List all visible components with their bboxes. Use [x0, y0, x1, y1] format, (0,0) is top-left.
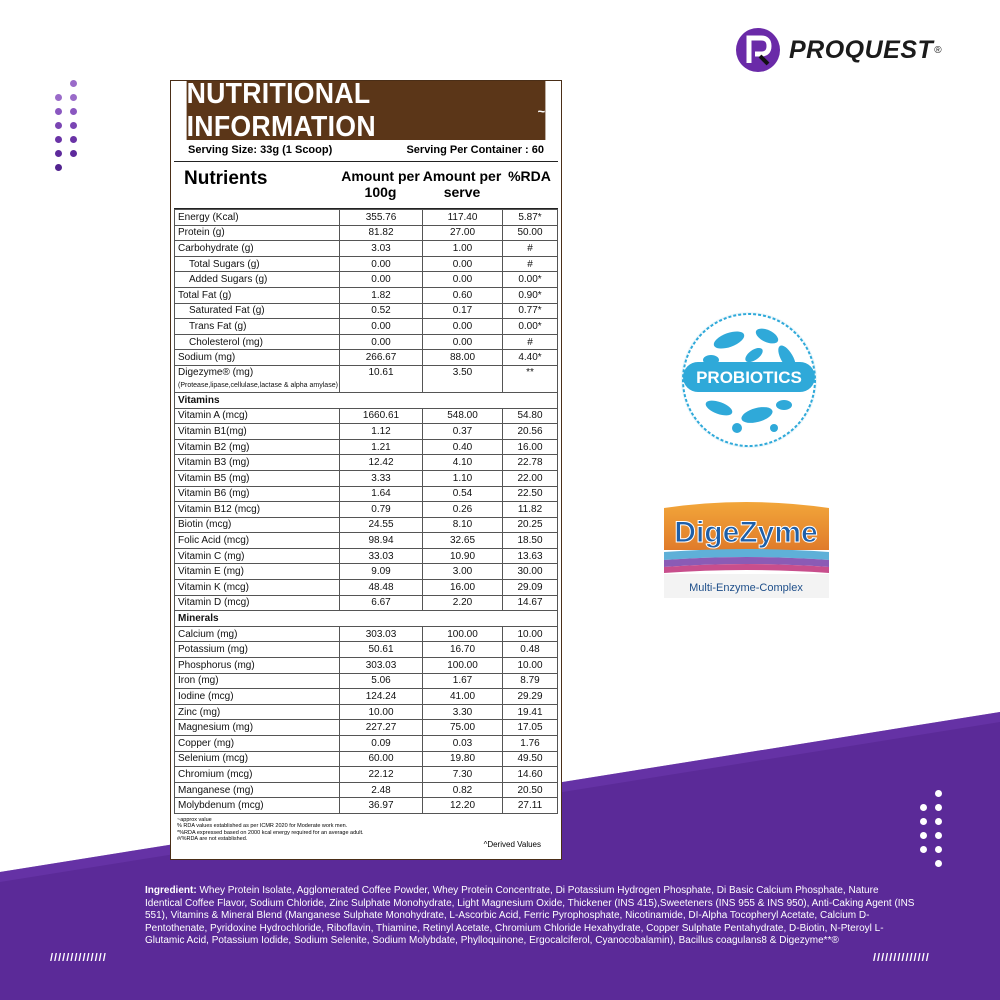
- value-per-serve: 75.00: [423, 720, 503, 736]
- value-per-100g: 10.00: [340, 704, 423, 720]
- table-row: [175, 595, 558, 611]
- nutrient-name: Phosphorus (mg): [175, 658, 340, 674]
- nutrient-name: Vitamin B5 (mg): [175, 470, 340, 486]
- value-per-serve: 8.10: [423, 517, 503, 533]
- value-rda: 49.50: [503, 751, 558, 767]
- value-rda: 29.29: [503, 689, 558, 705]
- table-row: [175, 365, 558, 392]
- registered-mark: ®: [934, 44, 942, 56]
- slash-decoration-left: //////////////: [50, 952, 107, 964]
- col-per100: Amount per 100g: [341, 168, 420, 200]
- value-per-serve: 0.26: [423, 502, 503, 518]
- value-per-serve: 1.00: [423, 241, 503, 257]
- nutrient-name: Vitamin B12 (mcg): [175, 502, 340, 518]
- nutrient-name: Copper (mg): [175, 736, 340, 752]
- value-rda: 0.48: [503, 642, 558, 658]
- value-per-100g: 1.64: [340, 486, 423, 502]
- table-row: [175, 626, 558, 642]
- value-per-serve: 2.20: [423, 595, 503, 611]
- serving-size: Serving Size: 33g (1 Scoop): [188, 144, 333, 156]
- table-row: [175, 736, 558, 752]
- dot-pattern-left: [55, 80, 85, 175]
- brand-logo-icon: [735, 27, 781, 73]
- value-rda: 17.05: [503, 720, 558, 736]
- value-rda: 0.00*: [503, 319, 558, 335]
- value-per-serve: 0.37: [423, 424, 503, 440]
- table-row: [175, 424, 558, 440]
- footnote: #/%RDA are not established.: [177, 836, 248, 843]
- table-row: [175, 334, 558, 350]
- value-per-100g: 1.82: [340, 287, 423, 303]
- brand-name: PROQUEST: [789, 35, 934, 64]
- value-per-serve: 12.20: [423, 798, 503, 814]
- table-row: [175, 225, 558, 241]
- value-rda: 10.00: [503, 626, 558, 642]
- label-title: [186, 77, 546, 143]
- value-per-serve: 32.65: [423, 533, 503, 549]
- table-row: [175, 486, 558, 502]
- nutrient-name: Biotin (mcg): [175, 517, 340, 533]
- label-title-mark: ~: [537, 102, 546, 119]
- value-rda: 20.25: [503, 517, 558, 533]
- value-rda: 0.77*: [503, 303, 558, 319]
- nutrient-name: [175, 365, 340, 392]
- value-rda: 14.60: [503, 767, 558, 783]
- table-row: [175, 751, 558, 767]
- footnote: *%RDA expressed based on 2000 kcal energy required for an average adult.: [177, 829, 364, 836]
- value-per-100g: 0.00: [340, 334, 423, 350]
- table-row: [175, 533, 558, 549]
- value-per-serve: 0.00: [423, 272, 503, 288]
- nutrient-name: Carbohydrate (g): [175, 241, 340, 257]
- table-row: [175, 580, 558, 596]
- value-per-100g: 1.12: [340, 424, 423, 440]
- value-per-100g: 22.12: [340, 767, 423, 783]
- value-per-serve: 16.00: [423, 580, 503, 596]
- value-rda: 13.63: [503, 548, 558, 564]
- footnotes: [171, 814, 561, 850]
- nutrition-table: [174, 209, 558, 814]
- value-rda: #: [503, 256, 558, 272]
- footnote: ~approx value: [177, 816, 212, 823]
- table-row: [175, 439, 558, 455]
- table-row: [175, 704, 558, 720]
- value-rda: #: [503, 334, 558, 350]
- value-rda: 16.00: [503, 439, 558, 455]
- table-row: [175, 642, 558, 658]
- value-per-100g: 1.21: [340, 439, 423, 455]
- value-per-100g: 6.67: [340, 595, 423, 611]
- nutrient-name: Magnesium (mg): [175, 720, 340, 736]
- value-per-100g: 0.79: [340, 502, 423, 518]
- table-row: [175, 798, 558, 814]
- table-section-row: [175, 611, 558, 627]
- value-per-serve: 27.00: [423, 225, 503, 241]
- table-row: [175, 272, 558, 288]
- nutrient-name: Added Sugars (g): [175, 272, 340, 288]
- nutrient-name: Vitamin C (mg): [175, 548, 340, 564]
- table-row: [175, 689, 558, 705]
- table-row: [175, 720, 558, 736]
- value-per-serve: 7.30: [423, 767, 503, 783]
- value-per-serve: 1.67: [423, 673, 503, 689]
- probiotics-badge: [679, 310, 819, 450]
- nutrient-name-text: Digezyme® (mg): [178, 366, 254, 378]
- value-per-serve: 0.82: [423, 782, 503, 798]
- value-rda: 4.40*: [503, 350, 558, 366]
- col-nutrients: Nutrients: [184, 168, 268, 189]
- value-rda: 27.11: [503, 798, 558, 814]
- value-rda: 11.82: [503, 502, 558, 518]
- nutrient-name: Potassium (mg): [175, 642, 340, 658]
- nutrient-name: Zinc (mg): [175, 704, 340, 720]
- value-per-serve: 0.03: [423, 736, 503, 752]
- value-per-100g: 24.55: [340, 517, 423, 533]
- nutrient-name: Total Fat (g): [175, 287, 340, 303]
- value-per-serve: 0.40: [423, 439, 503, 455]
- nutrient-name: Iodine (mcg): [175, 689, 340, 705]
- value-per-serve: 10.90: [423, 548, 503, 564]
- ingredients-text: [145, 885, 915, 948]
- value-rda: 5.87*: [503, 210, 558, 226]
- nutrient-name: Vitamin B2 (mg): [175, 439, 340, 455]
- table-row: [175, 455, 558, 471]
- nutrient-name: Vitamin E (mg): [175, 564, 340, 580]
- table-row: [175, 210, 558, 226]
- value-rda: 22.00: [503, 470, 558, 486]
- value-per-100g: 48.48: [340, 580, 423, 596]
- value-per-serve: 100.00: [423, 626, 503, 642]
- table-row: [175, 548, 558, 564]
- value-per-100g: 124.24: [340, 689, 423, 705]
- value-rda: 0.00*: [503, 272, 558, 288]
- col-perserve: Amount per serve: [422, 168, 502, 200]
- value-per-100g: 3.03: [340, 241, 423, 257]
- value-per-serve: 88.00: [423, 350, 503, 366]
- value-per-100g: 3.33: [340, 470, 423, 486]
- nutrient-name: Chromium (mcg): [175, 767, 340, 783]
- value-rda: 10.00: [503, 658, 558, 674]
- value-rda: 29.09: [503, 580, 558, 596]
- value-per-100g: 12.42: [340, 455, 423, 471]
- value-per-serve: 16.70: [423, 642, 503, 658]
- value-rda: 0.90*: [503, 287, 558, 303]
- value-per-100g: 303.03: [340, 658, 423, 674]
- nutrient-name: Vitamin A (mcg): [175, 408, 340, 424]
- table-row: [175, 470, 558, 486]
- value-per-100g: 355.76: [340, 210, 423, 226]
- servings-per-container: Serving Per Container : 60: [406, 144, 544, 156]
- table-row: [175, 303, 558, 319]
- value-rda: **: [503, 365, 558, 392]
- value-per-serve: 3.00: [423, 564, 503, 580]
- value-rda: 8.79: [503, 673, 558, 689]
- value-per-100g: 60.00: [340, 751, 423, 767]
- value-per-100g: 303.03: [340, 626, 423, 642]
- value-rda: 50.00: [503, 225, 558, 241]
- table-row: [175, 408, 558, 424]
- section-heading: Vitamins: [175, 392, 558, 408]
- value-per-serve: 117.40: [423, 210, 503, 226]
- value-per-100g: 81.82: [340, 225, 423, 241]
- ingredients-heading: Ingredient:: [145, 885, 197, 896]
- value-per-100g: 10.61: [340, 365, 423, 392]
- table-row: [175, 673, 558, 689]
- value-rda: 30.00: [503, 564, 558, 580]
- table-row: [175, 319, 558, 335]
- table-row: [175, 502, 558, 518]
- value-per-serve: 0.60: [423, 287, 503, 303]
- value-per-serve: 0.00: [423, 334, 503, 350]
- value-per-100g: 9.09: [340, 564, 423, 580]
- table-section-row: [175, 392, 558, 408]
- table-row: [175, 287, 558, 303]
- value-rda: 20.56: [503, 424, 558, 440]
- nutrient-name: Selenium (mcg): [175, 751, 340, 767]
- value-per-serve: 19.80: [423, 751, 503, 767]
- nutrient-name: Energy (Kcal): [175, 210, 340, 226]
- value-per-serve: 0.00: [423, 319, 503, 335]
- value-rda: 54.80: [503, 408, 558, 424]
- nutrient-name: Sodium (mg): [175, 350, 340, 366]
- nutrition-label: [170, 77, 562, 860]
- value-per-100g: 1660.61: [340, 408, 423, 424]
- table-row: [175, 767, 558, 783]
- digezyme-subtitle: Multi-Enzyme-Complex: [689, 582, 803, 594]
- value-per-100g: 98.94: [340, 533, 423, 549]
- slash-decoration-right: //////////////: [873, 952, 930, 964]
- table-row: [175, 517, 558, 533]
- nutrient-name: Folic Acid (mcg): [175, 533, 340, 549]
- table-row: [175, 658, 558, 674]
- nutrient-name: Vitamin B3 (mg): [175, 455, 340, 471]
- nutrient-name: Vitamin B6 (mg): [175, 486, 340, 502]
- col-rda: %RDA: [508, 168, 551, 184]
- value-rda: 20.50: [503, 782, 558, 798]
- value-rda: 22.50: [503, 486, 558, 502]
- nutrient-name: Vitamin K (mcg): [175, 580, 340, 596]
- value-per-serve: 0.54: [423, 486, 503, 502]
- value-per-100g: 36.97: [340, 798, 423, 814]
- digezyme-name: DigeZyme: [674, 516, 818, 549]
- value-per-serve: 41.00: [423, 689, 503, 705]
- section-heading: Minerals: [175, 611, 558, 627]
- nutrient-name: Calcium (mg): [175, 626, 340, 642]
- value-per-100g: 266.67: [340, 350, 423, 366]
- value-per-100g: 50.61: [340, 642, 423, 658]
- ingredients-list: Whey Protein Isolate, Agglomerated Coffee Powder, Whey Protein Concentrate, Di Potassium Hydrogen Phosphate, Di Basic Calcium Phosphate, Nature Identical Coffee Flavor, Sodium Chloride, Zinc Sulphate Monohydrate, Light Magnesium Oxide, Thickener (INS 415),Sweeteners (INS 955 & INS 950), Anti-Caking Agent (INS 551), Vitamins & Mineral Blend (Manganese Sulphate Monohydrate, L-Ascorbic Acid, Ferric Pyrophosphate, Nicotinamide, DI-Alpha Tocopheryl Acetate, Calcium D- Pentothenate, Pyridoxine Hydrochloride, Riboflavin, Thiamine, Retinyl Acetate, Chromium Chloride Hexahydrate, Copper Sulphate Pentahydrate, D-Biotin, N-Pteroyl L-Glutamic Acid, Potassium Iodide, Sodium Selenite, Sodium Molybdate, Phylloquinone, Ergocalciferol, Cyanocobalamin), Bacillus coagulans8 & Digezyme**®: [145, 885, 915, 946]
- footnote: % RDA values established as per ICMR 2020 for Moderate work men.: [177, 823, 348, 830]
- value-per-100g: 5.06: [340, 673, 423, 689]
- value-rda: 19.41: [503, 704, 558, 720]
- label-title-text: NUTRITIONAL INFORMATION: [186, 77, 376, 143]
- column-headers: [174, 162, 558, 209]
- value-rda: 18.50: [503, 533, 558, 549]
- value-per-100g: 0.00: [340, 272, 423, 288]
- value-per-serve: 3.30: [423, 704, 503, 720]
- value-rda: 14.67: [503, 595, 558, 611]
- table-row: [175, 564, 558, 580]
- brand-logo: [735, 25, 942, 75]
- value-per-100g: 2.48: [340, 782, 423, 798]
- value-per-serve: 100.00: [423, 658, 503, 674]
- value-per-serve: 4.10: [423, 455, 503, 471]
- value-per-100g: 0.09: [340, 736, 423, 752]
- nutrient-name: Saturated Fat (g): [175, 303, 340, 319]
- nutrient-name: Manganese (mg): [175, 782, 340, 798]
- value-per-serve: 548.00: [423, 408, 503, 424]
- nutrient-name: Vitamin B1(mg): [175, 424, 340, 440]
- nutrient-name: Vitamin D (mcg): [175, 595, 340, 611]
- table-row: [175, 241, 558, 257]
- value-rda: #: [503, 241, 558, 257]
- value-per-serve: 3.50: [423, 365, 503, 392]
- nutrient-name: Molybdenum (mcg): [175, 798, 340, 814]
- table-row: [175, 256, 558, 272]
- value-per-100g: 0.00: [340, 256, 423, 272]
- table-row: [175, 350, 558, 366]
- value-per-100g: 0.52: [340, 303, 423, 319]
- value-rda: 1.76: [503, 736, 558, 752]
- value-per-100g: 227.27: [340, 720, 423, 736]
- nutrient-name: Iron (mg): [175, 673, 340, 689]
- digezyme-badge: [664, 500, 829, 598]
- derived-values-note: ^Derived Values: [483, 840, 541, 850]
- nutrient-subtext: (Protease,lipase,cellulase,lactase & alpha amylase): [178, 381, 338, 389]
- value-per-100g: 33.03: [340, 548, 423, 564]
- value-per-100g: 0.00: [340, 319, 423, 335]
- value-rda: 22.78: [503, 455, 558, 471]
- nutrient-name: Total Sugars (g): [175, 256, 340, 272]
- value-per-serve: 1.10: [423, 470, 503, 486]
- nutrient-name: Cholesterol (mg): [175, 334, 340, 350]
- probiotics-text: PROBIOTICS: [696, 368, 802, 387]
- dot-pattern-right: [920, 790, 950, 880]
- nutrient-name: Trans Fat (g): [175, 319, 340, 335]
- table-row: [175, 782, 558, 798]
- value-per-serve: 0.17: [423, 303, 503, 319]
- value-per-serve: 0.00: [423, 256, 503, 272]
- nutrient-name: Protein (g): [175, 225, 340, 241]
